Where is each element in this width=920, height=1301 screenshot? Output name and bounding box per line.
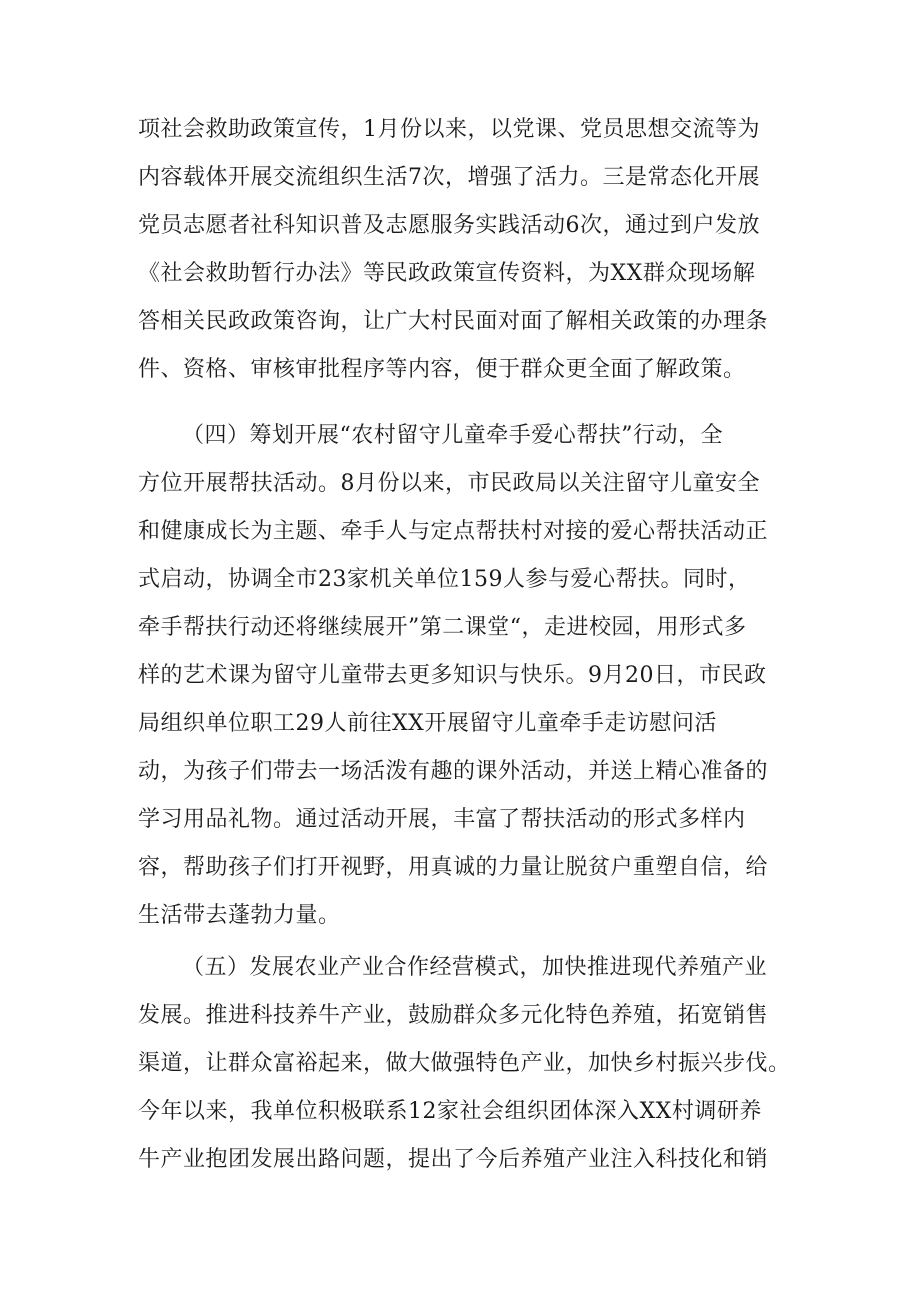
- text-line: 容，帮助孩子们打开视野，用真诚的力量让脱贫户重塑自信，给: [138, 855, 769, 880]
- text-line: 答相关民政政策咨询，让广大村民面对面了解相关政策的办理条: [138, 309, 769, 334]
- text-line: 党员志愿者社科知识普及志愿服务实践活动6次，通过到户发放: [138, 213, 760, 238]
- text-line: 件、资格、审核审批程序等内容，便于群众更全面了解政策。: [138, 357, 746, 382]
- text-line: 项社会救助政策宣传，1月份以来，以党课、党员思想交流等为: [138, 117, 760, 142]
- paragraph-left-behind-children: [138, 412, 818, 940]
- text-line: 牛产业抱团发展出路问题，提出了今后养殖产业注入科技化和销: [138, 1147, 769, 1172]
- text-line: 生活带去蓬勃力量。: [138, 903, 341, 928]
- paragraph-heading-line: （四）筹划开展“农村留守儿童牵手爱心帮扶”行动，全: [182, 423, 723, 448]
- text-line: 方位开展帮扶活动。8月份以来，市民政局以关注留守儿童安全: [138, 471, 760, 496]
- text-line: 发展。推进科技养牛产业，鼓励群众多元化特色养殖，拓宽销售: [138, 1003, 769, 1028]
- text-line: 式启动，协调全市23家机关单位159人参与爱心帮扶。同时，: [138, 567, 751, 592]
- text-line: 和健康成长为主题、牵手人与定点帮扶村对接的爱心帮扶活动正: [138, 519, 769, 544]
- paragraph-agriculture: [138, 944, 818, 1184]
- text-line: 内容载体开展交流组织生活7次，增强了活力。三是常态化开展: [138, 165, 760, 190]
- text-line: 样的艺术课为留守儿童带去更多知识与快乐。9月20日，市民政: [138, 663, 767, 688]
- paragraph-heading-line: （五）发展农业产业合作经营模式，加快推进现代养殖产业: [182, 955, 768, 980]
- text-line: 动，为孩子们带去一场活泼有趣的课外活动，并送上精心准备的: [138, 759, 769, 784]
- text-line: 今年以来，我单位积极联系12家社会组织团体深入XX村调研养: [138, 1099, 762, 1124]
- paragraph-social-assistance: [138, 106, 818, 394]
- text-line: 《社会救助暂行办法》等民政政策宣传资料，为XX群众现场解: [138, 261, 756, 286]
- text-line: 学习用品礼物。通过活动开展，丰富了帮扶活动的形式多样内: [138, 807, 746, 832]
- text-line: 局组织单位职工29人前往XX开展留守儿童牵手走访慰问活: [138, 711, 717, 736]
- text-line: 牵手帮扶行动还将继续展开”第二课堂“，走进校园，用形式多: [138, 615, 747, 640]
- text-line: 渠道，让群众富裕起来，做大做强特色产业，加快乡村振兴步伐。: [138, 1051, 791, 1076]
